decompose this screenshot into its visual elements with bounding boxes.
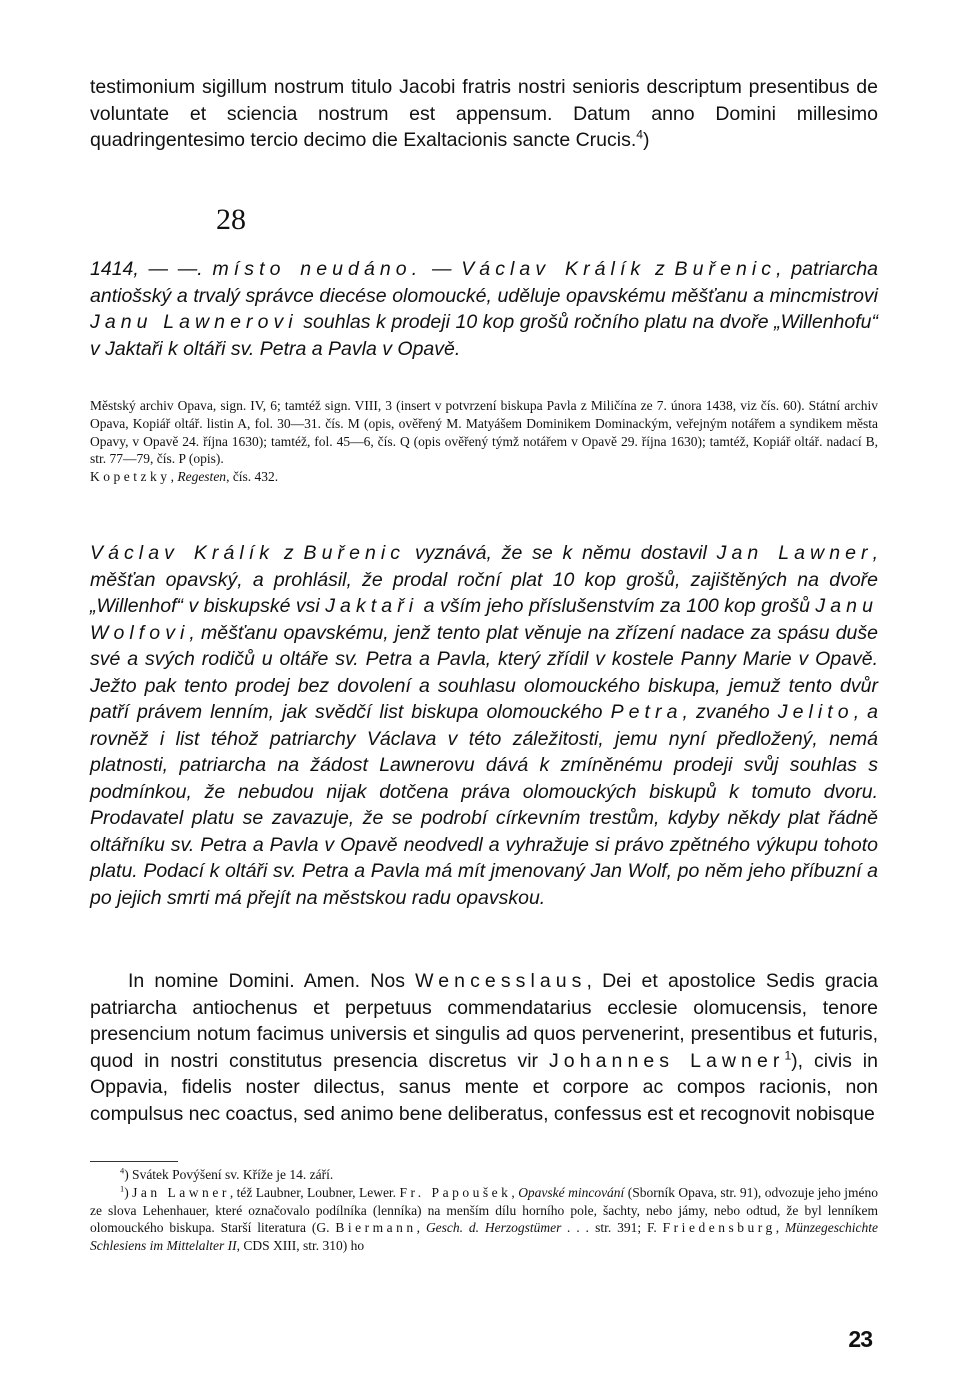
place-name: Buřenic bbox=[674, 258, 777, 280]
footnote-ref-1[interactable]: 1 bbox=[784, 1048, 792, 1062]
literature-line: Kopetzky, Regesten, čís. 432. bbox=[90, 469, 279, 485]
footnote-4: $^4$) Svátek Povýšení sv. Kříže je 14. září. bbox=[120, 1166, 334, 1182]
archival-sources: Městský archiv Opava, sign. IV, 6; tamtéž sign. VIII, 3 (insert v potvrzení biskupa Pavla z Miličína ze 7. února 1438, viz čís. 60). Státní archiv Opava, Kopiář oltář. listin A, fol. 30—31. čís. M (opis, ověřený M. Matyášem Dominikem Dominackým, veřejným notářem a syndikem města Opavy, v Opavě 24. října 1630); tamtéž, fol. 45—6, čís. Q (opis ověřený týmž notářem v Opavě 29. října 1630); tamtéž, Kopiář oltář. nadací B, str. 77—79, čís. P (opis). Kopetzky, Regesten, čís. 432. bbox=[90, 398, 878, 485]
document-number: 28 bbox=[216, 203, 246, 236]
person-name: Petra bbox=[610, 701, 683, 723]
literature-author: Biermann bbox=[335, 1220, 417, 1236]
footnote-ref-4[interactable]: 4 bbox=[636, 127, 643, 142]
literature-title: Opavské mincování bbox=[518, 1184, 625, 1200]
literature-author: Fr. Papoušek bbox=[399, 1184, 512, 1200]
person-name: Janu Lawnerovi bbox=[90, 311, 298, 333]
literature-title: Münzegeschichte Schlesiens im Mittelalter II bbox=[90, 1220, 879, 1254]
latin-text-continuation: testimonium sigillum nostrum titulo Jacobi fratris nostri senioris descriptum presentibus de voluntate et sciencia nostrum est appensum. Datum anno Domini millesimo quadringentesimo tercio decimo die Exaltacionis sancte Crucis.$^4$) bbox=[90, 76, 878, 151]
footnote-1: $^1$) Jan Lawner, též Laubner, Loubner, Lewer. Fr. Papoušek, Opavské mincování (Sborník Opava, str. 91), odvozuje jeho jméno ze slova Lehenhauer, které označovalo podílníka (lenníka) na menším dílu horního pole, šachty, nebo jámy, nebo odtud, že byl lenníkem olomouckého biskupa. Starší literatura (G. Biermann, Gesch. d. Herzogstümer . . . str. 391; F. Friedensburg, Münzegeschichte Schlesiens im Mittelalter II, CDS XIII, str. 310) ho bbox=[90, 1184, 879, 1254]
person-name: Jan Lawner bbox=[132, 1184, 230, 1200]
place-name: Jaktaři bbox=[325, 595, 419, 617]
literature-title: Regesten bbox=[177, 469, 227, 485]
place-name: Buřenic bbox=[303, 542, 406, 564]
regest-place: místo neudáno. bbox=[212, 258, 423, 280]
latin-charter-text: In nomine Domini. Amen. Nos Wencesslaus, Dei et apostolice Sedis gracia patriarcha antiochenus et perpetuus commendatarius ecclesie olomucensis, tenore presencium notum facimus universis et singulis ad quos pervenerint, presentibus et futuris, quod in nostri constitutus presencia discretus vir Johannes Lawner$^1$), civis in Oppavia, fidelis noster dilectus, sanus mente et corpore ac compos racionis, non compulsus nec coactus, sed animo bene deliberatus, confessus est et recognovit nobisque bbox=[90, 970, 878, 1125]
person-name: Johannes Lawner bbox=[548, 1049, 785, 1072]
footnotes bbox=[90, 1166, 878, 1255]
literature-title: Gesch. d. Herzogstümer . . . bbox=[425, 1220, 590, 1236]
person-name: Jan Lawner bbox=[716, 542, 873, 564]
person-name: Janu Wolfovi bbox=[90, 595, 878, 644]
extended-regest: Václav Králík z Buřenic vyznává, že se k němu dostavil Jan Lawner, měšťan opavský, a prohlásil, že prodal roční plat 10 kop grošů, zajištěných na dvoře „Willenhof“ v biskupské vsi Jaktaři a vším jeho příslušenstvím za 100 kop grošů Janu Wolfovi, měšťanu opavskému, jenž tento plat věnuje na zřízení nadace za spásu duše své a svých rodičů u oltáře sv. Petra a Pavla, který zřídil v kostele Panny Marie v Opavě. Ježto pak tento prodej bez dovolení a souhlasu olomouckého biskupa, jemuž tento dvůr patří právem lenním, jak svědčí list biskupa olomouckého Petra, zvaného Jelito, a rovněž i list téhož patriarchy Václava v této záležitosti, jemu nyní předložený, nemá platnosti, patriarcha na žádost Lawnerovu dává k zmíněnému prodeji svůj souhlas s podmínkou, že nebudou nijak dotčena práva olomouckých biskupů k tomuto dvoru. Prodavatel platu se zavazuje, že se podrobí církevním trestům, kdyby někdy plat řádně oltářníku sv. Petra a Pavla v Opavě neodvedl a vyhražuje si právo zpětného výkupu tohoto platu. Podací k oltáři sv. Petra a Pavla má mít jmenovaný Jan Wolf, po něm jeho příbuzní a po jejich smrti má přejít na městskou radu opavskou. bbox=[90, 542, 879, 909]
person-name: Václav Králík bbox=[461, 258, 646, 280]
regest-summary: 1414, — —. místo neudáno. — Václav Králík z Buřenic, patriarcha antiošský a trvalý správce diecése olomoucké, uděluje opavskému měšťanu a mincmistrovi Janu Lawnerovi souhlas k prodeji 10 kop grošů ročního platu na dvoře „Willenhofu“ v Jaktaři k oltáři sv. Petra a Pavla v Opavě. bbox=[90, 258, 879, 360]
person-name: Václav Králík bbox=[90, 542, 275, 564]
person-name: Wencesslaus bbox=[415, 970, 587, 992]
page-number: 23 bbox=[848, 1326, 872, 1352]
literature-author: Friedensburg bbox=[662, 1220, 776, 1236]
footnote-separator bbox=[90, 1161, 178, 1162]
literature-author: Kopetzky bbox=[90, 469, 171, 485]
person-name: Jelito bbox=[777, 701, 854, 723]
